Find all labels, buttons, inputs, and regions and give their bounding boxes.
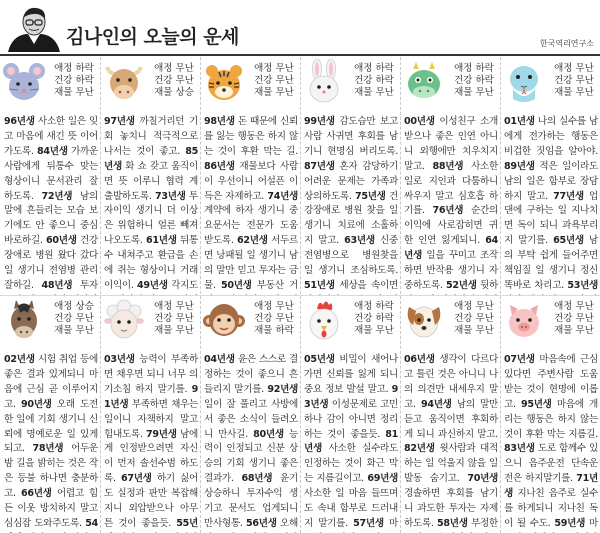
fortune-rating: 애정 무난 건강 무난 재물 하락: [254, 301, 294, 336]
header: [0, 0, 600, 54]
zodiac-grid: [0, 57, 600, 533]
fortune-rating: 애정 무난 건강 무난 재물 무난: [454, 301, 494, 336]
horse-icon: [1, 297, 47, 343]
zodiac-cell-sheep: [100, 295, 200, 533]
dragon-icon: [401, 59, 447, 105]
rooster-icon: [301, 297, 347, 343]
fortune-text: 02년생 시험 취업 등에 좋은 결과 있게되니 마음에 근심 곧 이루어지고. 90년생 오래 도전한 일에 기회 생기니 신뢰에 명예로운 일 있게되고. 78년생 어두운 밤 길을 밝히는 것은 작은 등불 하나면 충분하고. 66년생 어렵고 힘든 이웃 방치하지 말고 심심잡 도와주도록. 54: [4, 354, 99, 529]
fortune-text: 99년생 감도습만 보고 사람 사귀면 후회를 남기니 현명심 버리도록. 87년생 혼자 감당하기 어려운 문제는 가족과 상의하도록. 75년생 건강장애로 병원 찾을 일 생기니 치료에 소홀하지 말고. 63년생 신중 전염병으로 병원찾을 일 생기니 조심하도록. 51년생 세상을 속이면: [304, 116, 399, 291]
fortune-rating: 애정 하락 건강 하락 재물 무난: [354, 301, 394, 336]
fortune-rating: 애정 무난 건강 무난 재물 무난: [154, 301, 194, 336]
rabbit-icon: [301, 59, 347, 105]
fortune-text: 01년생 나의 실수를 남에게 전가하는 행동은 비겁한 짓임을 알아야. 89년생 적은 일이라도 남의 일은 함부로 장담하지 말고. 77년생 업 댄에 구하는 일 지나치면 독이 되니 과욕부리지 말기를. 65년생 남의 부탁 쉽게 들어주면 책임질 일 생기니 정신 똑바로 차리고. 53년생: [504, 116, 599, 291]
fortune-text: 04년생 윤은 스스로 결정하는 것이 좋으니 흔들리지 말기를. 92년생 일이 잘 풀리고 사방에서 좋은 소식이 들려오니 만사길. 80년생 능력이 인정되고 신분 상승의 기회 생기니 좋은 결과가. 68년생 윤기 상승하니 투자수익 생기고 문서도 업게되니 만사형통. 56년생 오해: [204, 354, 299, 529]
zodiac-cell-dragon: [400, 57, 500, 295]
fortune-rating: 애정 하락 건강 하락 재물 무난: [454, 63, 494, 98]
fortune-text: 06년생 생각이 다르다고 틀린 것은 아니니 나의 의견만 내세우지 말고. 94년생 남의 말만 듣고 움직이면 후회하게 되니 과신하지 말고. 82년생 윗사람과 대적하는 일 억울지 않을 일 발동 숨기고. 70년생 경솔하면 후회를 남기니 과도한 투자는 자제하도록. 58년생 부정한: [404, 354, 499, 529]
snake-icon: [501, 59, 547, 105]
fortune-rating: 애정 하락 건강 하락 재물 무난: [354, 63, 394, 98]
tiger-icon: [201, 59, 247, 105]
zodiac-cell-dog: [400, 295, 500, 533]
fortune-text: 05년생 비밀이 새어나가면 신뢰를 잃게 되니 중요 정보 발설 말고. 93년생 이성문제로 고민하나 감이 아니면 정리하는 것이 좋을듯. 81년생 사소한 실수라도 인정하는 것이 화근 막는 지름길이고. 69년생 사소한 일 마음 들뜨며도 속내 함부로 드러내지 말기를. 57년생 마: [304, 354, 399, 529]
monkey-icon: [201, 297, 247, 343]
fortune-rating: 애정 하락 건강 하락 재물 무난: [54, 63, 94, 98]
fortune-text: 96년생 사소한 일은 잊고 마음에 새긴 뜻 이어가도록. 84년생 가까운 사람에게 뒤통수 맞는 형상이니 문서관리 잘하도록. 72년생 남의 말에 흔들리는 모습 보기에도 안 좋으니 중심 바로하길. 60년생 건강 장애로 병원 왔다 갔다 일 생기니 전염병 관리 잘하길. 48년생 투자: [4, 116, 98, 291]
zodiac-cell-pig: [500, 295, 600, 533]
fortune-rating: 애정 무난 건강 무난 재물 무난: [554, 63, 594, 98]
author-portrait-icon: [6, 4, 62, 52]
zodiac-cell-rat: [0, 57, 100, 295]
fortune-rating: 애정 무난 건강 무난 재물 무난: [254, 63, 294, 98]
zodiac-cell-tiger: [200, 57, 300, 295]
fortune-text: 07년생 마음속에 근심 있다면 주변사람 도움 받는 것이 현명에 이롭고. 95년생 마음에 개리는 행동은 하지 않는 것이 후환 막는 지름길. 83년생 도로 함께수 있으니 음주운전 단속운전은 하지말기를. 71년생 지나친 음주로 실수를 하게되니 지나친 독이 될 수도. 59년생 마: [504, 354, 599, 529]
zodiac-cell-snake: [500, 57, 600, 295]
fortune-rating: 애정 무난 건강 무난 재물 무난: [554, 301, 594, 336]
ox-icon: [101, 59, 147, 105]
fortune-rating: 애정 상승 건강 무난 재물 무난: [54, 301, 94, 336]
pig-icon: [501, 297, 547, 343]
zodiac-cell-ox: [100, 57, 200, 295]
zodiac-cell-rabbit: [300, 57, 400, 295]
zodiac-cell-rooster: [300, 295, 400, 533]
header-divider: [0, 54, 600, 56]
rat-icon: [1, 59, 47, 105]
page-title: 김나인의 오늘의 운세: [66, 26, 239, 48]
sheep-icon: [101, 297, 147, 343]
fortune-text: 98년생 돈 때문에 신뢰를 잃는 행동은 하지 않는 것이 후환 막는 길. 86년생 재물보다 사람이 우선이니 어설픈 이득은 자제하고. 74년생 계약에 하자 생기니 중요문서는 전문가 도움 받도록. 62년생 서두르면 낭패될 일 생기니 남의 말만 믿고 투자는 금물. 50년생 부동산 거: [204, 116, 299, 291]
fortune-text: 97년생 까칠거리던 기회 놓치니 적극적으로 나서는 것이 좋고. 85년생 화 쇼 갖고 움직이면 뜻 이루니 협력 계 출발하도록. 73년생 투자이익 생기니 더 이상은 위험하니 얼른 빼져나오도록. 61년생 뒤통수 내쳐주고 환급을 손에 쥐는 형상이니 거래 이익이. 49년생 각지도: [104, 116, 198, 291]
fortune-text: 00년생 이성친구 소개받으나 좋은 인연 아니니 외행에만 치우치지 말고. 88년생 사소한 일로 지인과 다툼하니 싸우지 말고 심호흡 하기를. 76년생 순간의 이익에 사로잡히면 귀한 인연 잃게되니. 64년생 일을 꾸미고 조작하면 반작용 생기니 자중하도록. 52년생 뒷하: [404, 116, 498, 291]
dog-icon: [401, 297, 447, 343]
fortune-rating: 애정 무난 건강 무난 재물 상승: [154, 63, 194, 98]
publisher-name: 한국역리연구소: [539, 39, 594, 48]
fortune-text: 03년생 능력이 부족하면 채우면 되니 너무 의기소침 하지 말기를. 91년생 부족하면 채우는 일이니 자책하지 말고 힘내도록. 79년생 남에게 인정받으려면 자신이 먼저 솔선수범 하도록. 67년생 하기 싫어도 실정과 판만 복잡해지니 외압받으나 아무튼 것이 좋을듯. 55년: [104, 354, 199, 529]
zodiac-cell-monkey: [200, 295, 300, 533]
zodiac-cell-horse: [0, 295, 100, 533]
